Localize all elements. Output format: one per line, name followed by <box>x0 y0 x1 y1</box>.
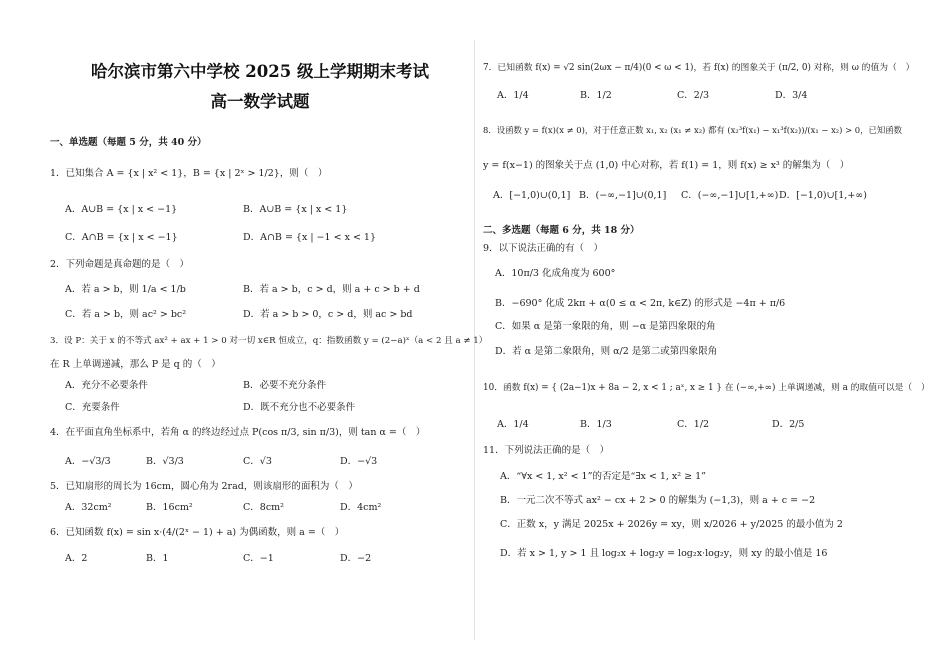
q1-stem: 1．已知集合 A = {x | x² < 1}，B = {x | 2ˣ > 1/2}，则（ ） <box>50 168 328 179</box>
q8-stem-continued: y = f(x−1) 的图象关于点 (1,0) 中心对称，若 f(1) = 1，则 f(x) ≥ x³ 的解集为（ ） <box>483 160 850 171</box>
q10-option-d: D．2/5 <box>772 419 805 430</box>
q8-option-d: D．[−1,0)∪[1,+∞) <box>779 190 867 201</box>
q1-option-b: B．A∪B = {x | x < 1} <box>243 204 348 215</box>
q3-stem: 3．设 P：关于 x 的不等式 ax² + ax + 1 > 0 对一切 x∈R 恒成立，q：指数函数 y = (2−a)ˣ（a < 2 且 a ≠ 1） <box>50 336 488 346</box>
q5-stem: 5．已知扇形的周长为 16cm，圆心角为 2rad，则该扇形的面积为（ ） <box>50 481 358 492</box>
q10-option-b: B．1/3 <box>580 419 612 430</box>
q11-option-a: A．“∀x < 1, x² < 1”的否定是“∃x < 1, x² ≥ 1” <box>500 471 706 482</box>
q1-option-a: A．A∪B = {x | x < −1} <box>65 204 178 215</box>
q9-option-d: D．若 α 是第二象限角，则 α/2 是第二或第四象限角 <box>495 346 718 357</box>
q4-option-b: B．√3/3 <box>146 456 184 467</box>
q10-stem: 10．函数 f(x) = { (2a−1)x + 8a − 2, x < 1 ; aˣ, x ≥ 1 } 在 (−∞,+∞) 上单调递减，则 a 的取值可以是（ ） <box>483 383 930 393</box>
q2-option-b: B．若 a > b，c > d，则 a + c > b + d <box>243 284 420 295</box>
q9-option-a: A．10π/3 化成角度为 600° <box>495 268 616 279</box>
q9-option-c: C．如果 α 是第一象限的角，则 −α 是第四象限的角 <box>495 321 716 332</box>
q6-option-c: C．−1 <box>243 553 274 564</box>
q11-stem: 11．下列说法正确的是（ ） <box>483 445 610 456</box>
q9-option-b: B．−690° 化成 2kπ + α(0 ≤ α < 2π, k∈Z) 的形式是 −4π + π/6 <box>495 298 786 309</box>
q11-option-d: D．若 x > 1, y > 1 且 log₂x + log₂y = log₂x·log₂y，则 xy 的最小值是 16 <box>500 548 828 559</box>
q8-option-b: B．(−∞,−1]∪(0,1] <box>579 190 667 201</box>
q6-option-b: B．1 <box>146 553 169 564</box>
q2-option-d: D．若 a > b > 0，c > d，则 ac > bd <box>243 309 413 320</box>
q2-option-c: C．若 a > b，则 ac² > bc² <box>65 309 187 320</box>
q4-option-a: A．−√3/3 <box>65 456 111 467</box>
q8-stem: 8．设函数 y = f(x)(x ≠ 0)，对于任意正数 x₁, x₂ (x₁ ≠ x₂) 都有 (x₂³f(x₁) − x₁³f(x₂))/(x₁ − x₂) > 0，已知函数 <box>483 125 902 135</box>
q4-stem: 4．在平面直角坐标系中，若角 α 的终边经过点 P(cos π/3, sin π/3)，则 tan α =（ ） <box>50 427 426 438</box>
q3-option-b: B．必要不充分条件 <box>243 380 326 391</box>
q3-stem-continued: 在 R 上单调递减，那么 P 是 q 的（ ） <box>50 359 221 370</box>
q3-option-a: A．充分不必要条件 <box>65 380 148 391</box>
q3-option-c: C．充要条件 <box>65 402 120 413</box>
q6-stem: 6．已知函数 f(x) = sin x·(4/(2ˣ − 1) + a) 为偶函数，则 a =（ ） <box>50 527 345 538</box>
q8-option-a: A．[−1,0)∪(0,1] <box>493 190 571 201</box>
q5-option-b: B．16cm² <box>146 502 193 513</box>
q8-option-c: C．(−∞,−1]∪[1,+∞) <box>681 190 779 201</box>
exam-subtitle: 高一数学试题 <box>210 92 310 111</box>
q1-option-c: C．A∩B = {x | x < −1} <box>65 232 178 243</box>
q5-option-d: D．4cm² <box>340 502 382 513</box>
q10-option-c: C．1/2 <box>677 419 710 430</box>
q11-option-c: C．正数 x，y 满足 2025x + 2026y = xy，则 x/2026 + y/2025 的最小值为 2 <box>500 519 843 530</box>
section-single-choice: 一、单选题（每题 5 分，共 40 分） <box>50 137 207 148</box>
exam-title: 哈尔滨市第六中学校 2025 级上学期期末考试 <box>91 62 429 81</box>
q2-stem: 2．下列命题是真命题的是（ ） <box>50 259 190 270</box>
q5-option-c: C．8cm² <box>243 502 284 513</box>
section-multi-choice: 二、多选题（每题 6 分，共 18 分） <box>483 225 640 236</box>
q11-option-b: B．一元二次不等式 ax² − cx + 2 > 0 的解集为 (−1,3)，则 a + c = −2 <box>500 495 816 506</box>
q9-stem: 9．以下说法正确的有（ ） <box>483 243 604 254</box>
q7-option-a: A．1/4 <box>497 90 529 101</box>
q1-option-d: D．A∩B = {x | −1 < x < 1} <box>243 232 377 243</box>
q7-option-d: D．3/4 <box>775 90 808 101</box>
q3-option-d: D．既不充分也不必要条件 <box>243 402 356 413</box>
q4-option-d: D．−√3 <box>340 456 378 467</box>
q6-option-a: A．2 <box>65 553 88 564</box>
q7-stem: 7．已知函数 f(x) = √2 sin(2ωx − π/4)(0 < ω < 1)，若 f(x) 的图象关于 (π/2, 0) 对称，则 ω 的值为（ ） <box>483 63 915 73</box>
q2-option-a: A．若 a > b，则 1/a < 1/b <box>65 284 186 295</box>
q4-option-c: C．√3 <box>243 456 272 467</box>
q6-option-d: D．−2 <box>340 553 372 564</box>
q10-option-a: A．1/4 <box>497 419 529 430</box>
q7-option-c: C．2/3 <box>677 90 710 101</box>
q7-option-b: B．1/2 <box>580 90 612 101</box>
q5-option-a: A．32cm² <box>65 502 112 513</box>
